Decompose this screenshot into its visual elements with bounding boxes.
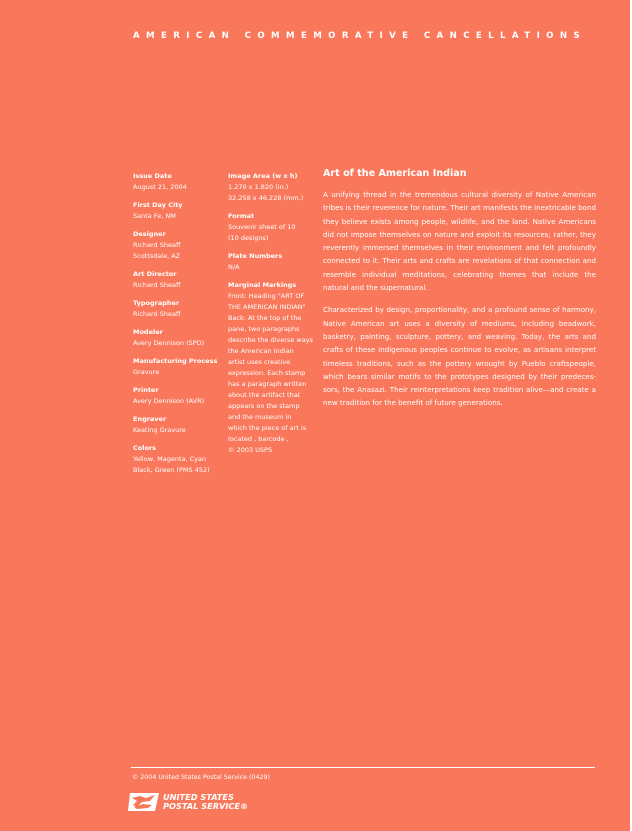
detail-value: Santa Fe, NM [133,212,176,220]
detail-typographer [133,298,223,320]
details-mid-column [228,171,316,463]
detail-value: 1.270 x 1.820 (in.) 32.258 x 46.228 (mm.) [228,183,304,202]
footer-divider [131,767,595,768]
detail-label: First Day City [133,201,183,209]
detail-label: Designer [133,230,166,238]
detail-label: Manufacturing Process [133,357,218,365]
detail-label: Plate Numbers [228,252,283,260]
detail-value: Richard Sheaff Scottsdale, AZ [133,241,181,260]
detail-value: Gravure [133,368,160,376]
detail-engraver [133,414,223,436]
detail-value: Avery Dennison (AVR) [133,397,205,405]
detail-value: Richard Sheaff [133,310,181,318]
detail-label: Image Area (w x h) [228,172,298,180]
article-title: Art of the American Indian [323,168,467,179]
detail-issue-date [133,171,223,193]
detail-label: Marginal Markings [228,281,297,289]
detail-colors [133,443,223,476]
detail-designer [133,229,223,262]
detail-image-area [228,171,316,204]
series-title: AMERICAN COMMEMORATIVE CANCELLATIONS [133,31,587,41]
detail-label: Engraver [133,415,167,423]
article-paragraph: A unifying thread in the tremendous cultural diversity of Native American tribes is their reverence for nature. Their art manifests the inextricable bond they believe exists among people, wildlife, and the land. Native Americans did not impose themselves on nature and exploit its resources; rather, they reverently immersed themselves in their environment and felt profoundly connected to it. Their arts and crafts are revelations of that connection and resemble individual meditations, celebrating themes that include the natural and the supernatural. [323,190,596,293]
detail-label: Issue Date [133,172,172,180]
detail-label: Format [228,212,255,220]
usps-wordmark [163,793,248,811]
detail-label: Art Director [133,270,177,278]
detail-modeler [133,327,223,349]
copyright-notice: © 2004 United States Postal Service (0429) [132,774,270,781]
detail-label: Colors [133,444,157,452]
detail-value: Avery Dennison (SPD) [133,339,205,347]
detail-art-director [133,269,223,291]
detail-plate-numbers [228,251,316,273]
usps-wordmark-line1: UNITED STATES [163,792,234,802]
detail-value: August 21, 2004 [133,183,187,191]
detail-value: Richard Sheaff [133,281,181,289]
detail-first-day-city [133,200,223,222]
detail-value: Souvenir sheet of 10 (10 designs) [228,223,296,242]
usps-wordmark-line2: POSTAL SERVICE® [163,801,249,811]
eagle-icon [128,792,160,812]
usps-logo [128,792,248,814]
detail-label: Modeler [133,328,163,336]
detail-value: Front: Heading "ART OF THE AMERICAN INDIAN" Back: At the top of the pane, two paragraphs describe the diverse ways the American Indian artist uses creative expression. Each stamp has a paragraph written about the artifact that appears on the stamp and the museum in which the piece of art is located , barcode , © 2003 USPS [228,292,313,454]
article-paragraph: Characterized by design, proportionality, and a profound sense of harmony, Native American art uses a diversity of mediums, including beadwork, basketry, painting, sculpture, pottery, and weaving. Today, the arts and crafts of these indigenous peoples continue to evolve, as artisans interpret timeless traditions, such as the pottery wrought by Pueblo craftspeople, which bears similar motifs to the prototypes designed by their predeces-sors, the Anasazi. Their reinterpretations keep tradition alive—and create a new tradition for the benefit of future generations. [323,305,596,408]
detail-format [228,211,316,244]
detail-label: Typographer [133,299,180,307]
detail-value: Yellow, Magenta, Cyan Black, Green (PMS 452) [133,455,210,474]
article [323,168,596,419]
detail-marginal-markings [228,280,316,456]
details-left-column [133,171,223,483]
detail-printer [133,385,223,407]
detail-value: Keating Gravure [133,426,186,434]
detail-manufacturing-process [133,356,223,378]
detail-label: Printer [133,386,159,394]
detail-value: N/A [228,263,240,271]
